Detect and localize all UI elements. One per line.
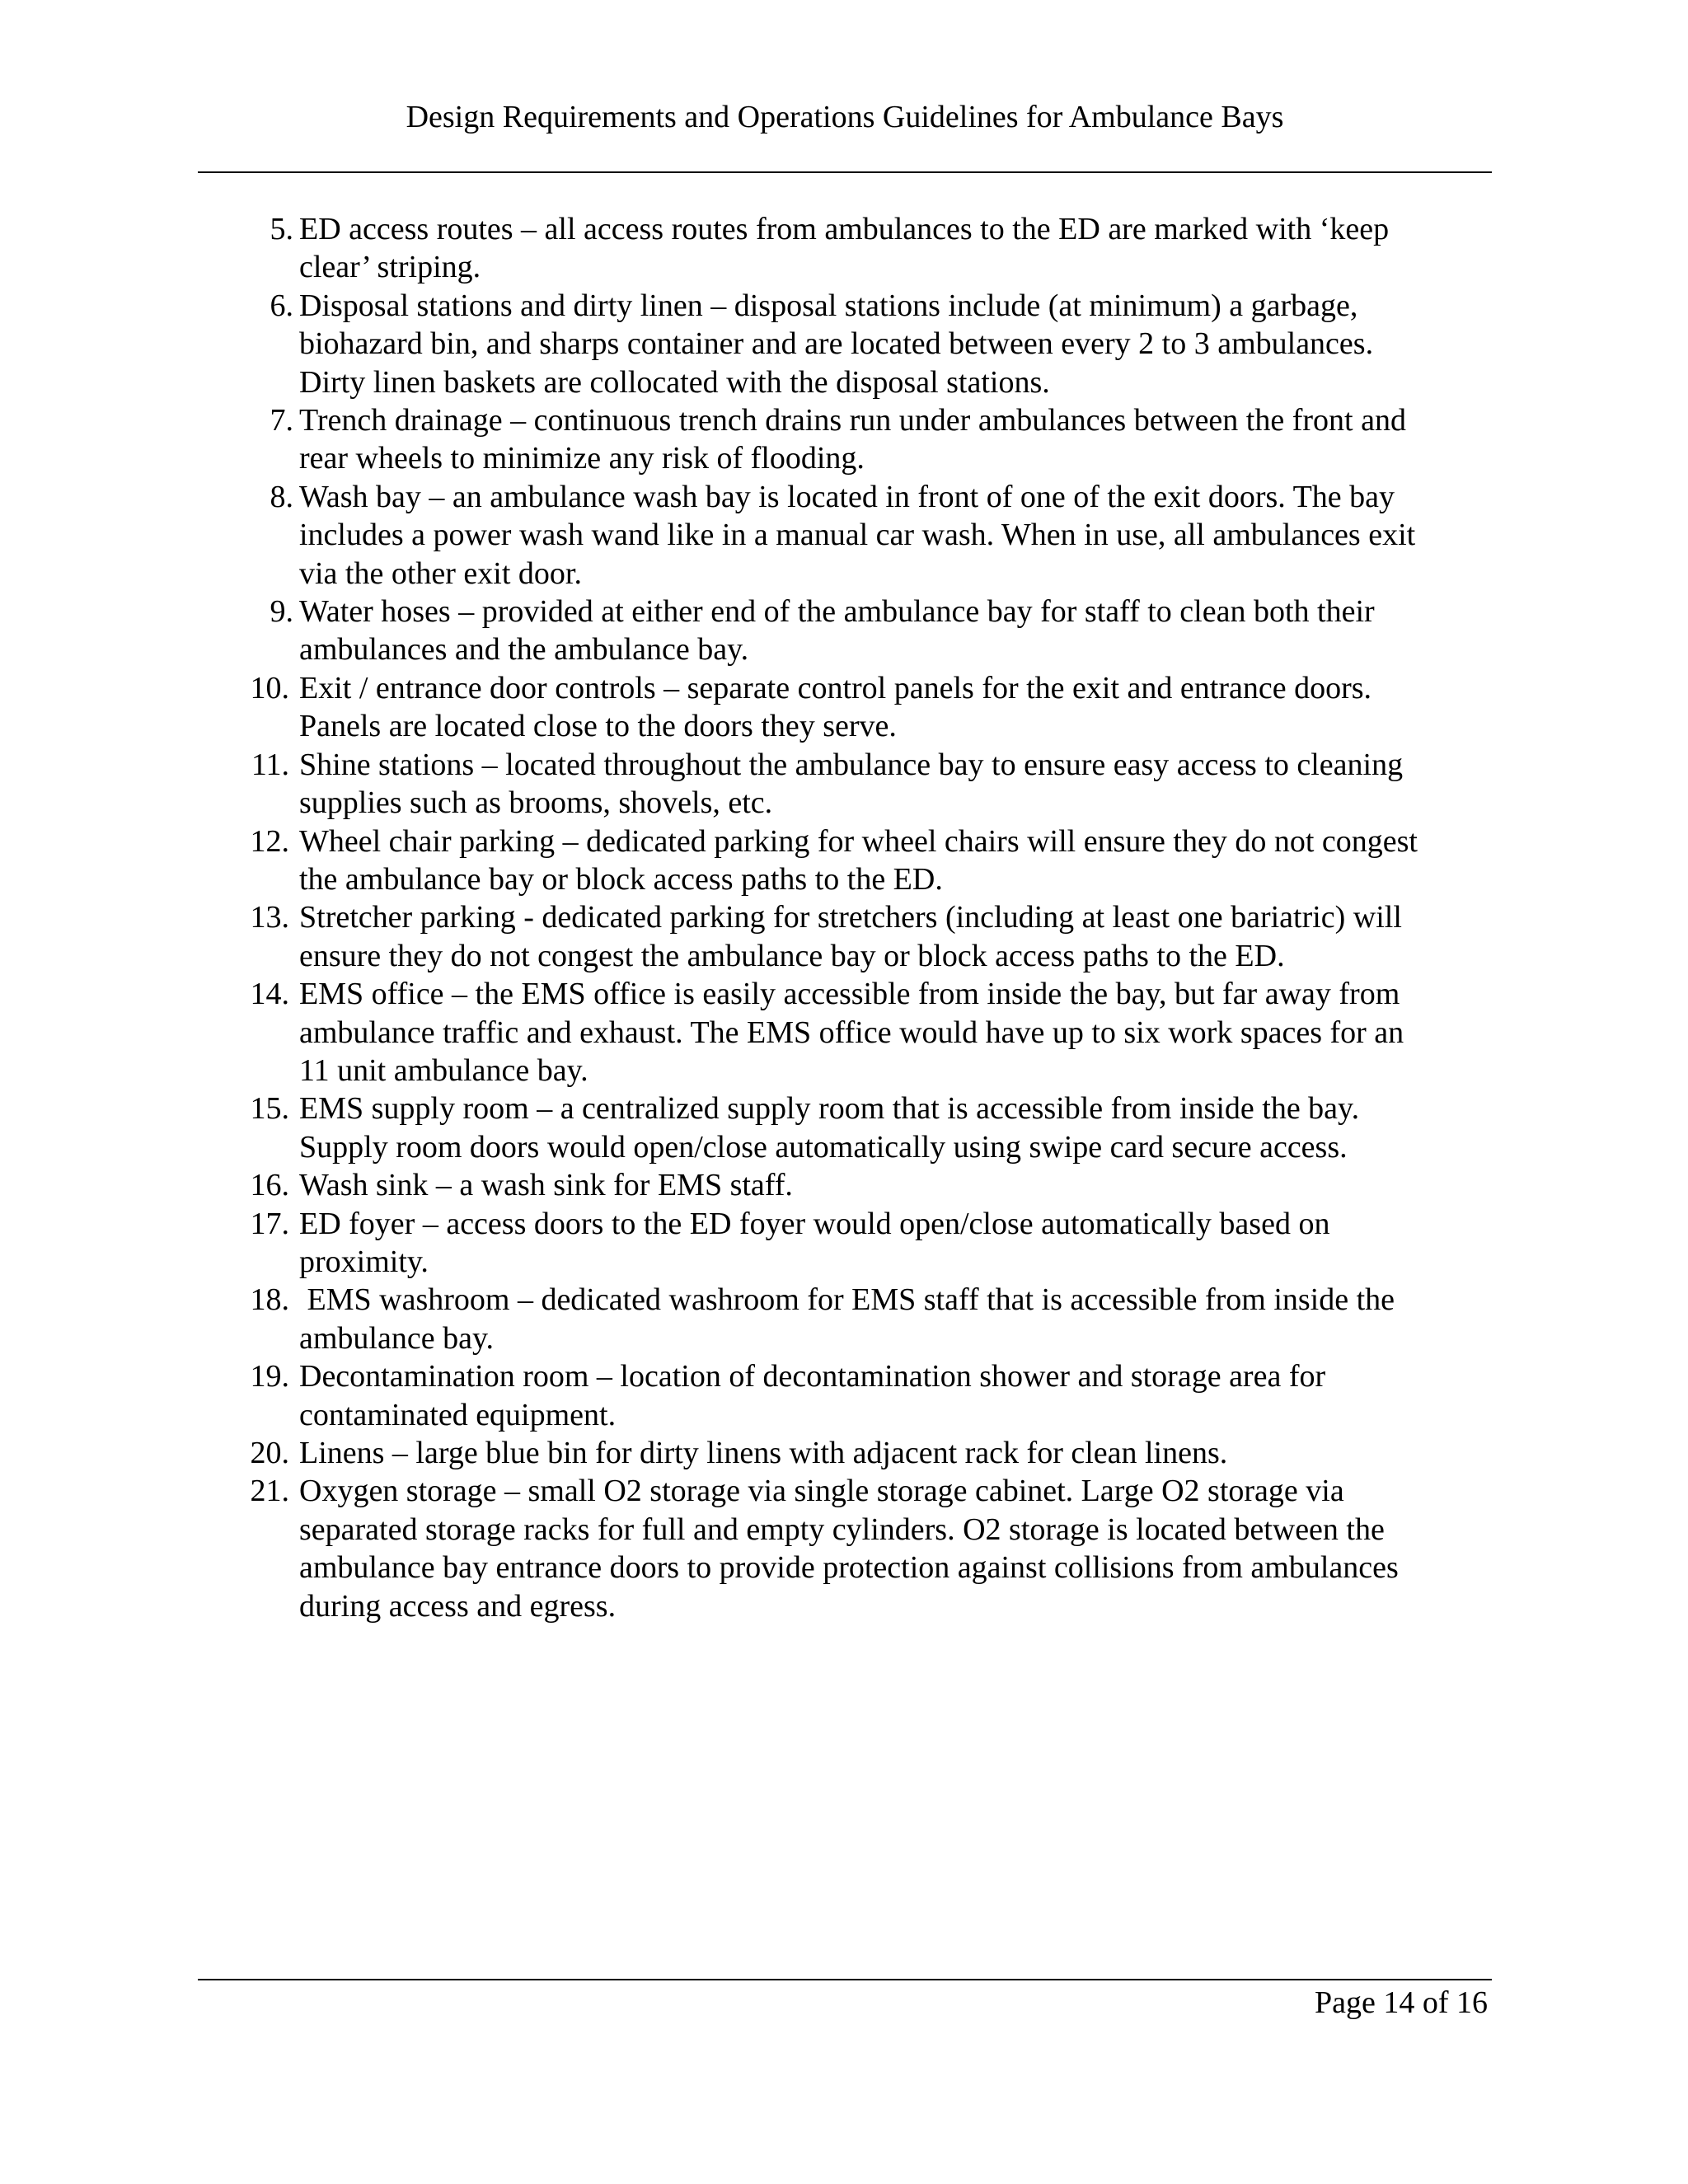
list-item [247,1205,1500,1282]
item-number: 9. [270,594,293,630]
item-number: 10. [250,670,289,705]
item-text: EMS supply room – a centralized supply room that is accessible from inside the bay. Supply room doors would open/close automatically using swipe card secure access. [299,1091,1360,1165]
item-number: 20. [250,1436,289,1470]
item-text: ED foyer – access doors to the ED foyer would open/close automatically based on proximity. [299,1206,1330,1279]
item-number: 6. [270,288,293,323]
list-item [247,1166,1500,1204]
item-text: EMS office – the EMS office is easily accessible from inside the bay, but far away from ambulance traffic and exhaust. The EMS office would have up to six work spaces for an 11 unit ambulance bay. [299,977,1404,1088]
running-header: Design Requirements and Operations Guidelines for Ambulance Bays [406,100,1284,134]
item-text: Disposal stations and dirty linen – disposal stations include (at minimum) a garbage, biohazard bin, and sharps container and are located between every 2 to 3 ambulances. Dirty linen baskets are collocated with the disposal stations. [299,288,1374,400]
list-item [247,975,1500,1090]
list-item [247,1472,1500,1625]
item-text: Wash sink – a wash sink for EMS staff. [299,1168,793,1203]
item-text: Wash bay – an ambulance wash bay is located in front of one of the exit doors. The bay includes a power wash wand like in a manual car wash. When in use, all ambulances exit via the other exit door. [299,479,1416,591]
item-number: 5. [270,212,293,246]
item-text: Shine stations – located throughout the ambulance bay to ensure easy access to cleaning supplies such as brooms, shovels, etc. [299,747,1404,821]
item-number: 7. [270,403,293,438]
item-number: 15. [250,1091,289,1127]
item-number: 16. [250,1168,289,1203]
list-item [247,478,1500,593]
requirements-list [247,210,1500,1625]
list-item [247,593,1500,669]
item-text: Trench drainage – continuous trench drains run under ambulances between the front and rear wheels to minimize any risk of flooding. [299,403,1406,476]
item-number: 12. [250,823,289,859]
item-number: 21. [250,1474,289,1509]
list-item [247,898,1500,975]
item-number: 19. [250,1359,289,1394]
item-text: Decontamination room – location of decontamination shower and storage area for contaminated equipment. [299,1359,1326,1432]
list-item [247,823,1500,899]
list-item [247,1090,1500,1166]
item-text: Oxygen storage – small O2 storage via single storage cabinet. Large O2 storage via separated storage racks for full and empty cylinders. O2 storage is located between the ambulance bay entrance doors to provide protection against collisions from ambulances during access and egress. [299,1474,1399,1624]
item-number: 8. [270,479,293,514]
list-item [247,1434,1500,1472]
item-number: 13. [250,900,289,935]
item-number: 14. [250,977,289,1012]
item-text: Linens – large blue bin for dirty linens with adjacent rack for clean linens. [299,1436,1228,1470]
list-item [247,746,1500,823]
list-item [247,669,1500,746]
item-text: Water hoses – provided at either end of the ambulance bay for staff to clean both their ambulances and the ambulance bay. [299,594,1375,668]
item-number: 17. [250,1206,289,1241]
list-item [247,287,1500,401]
item-text: Wheel chair parking – dedicated parking for wheel chairs will ensure they do not congest the ambulance bay or block access paths to the ED. [299,823,1418,897]
item-text: Stretcher parking - dedicated parking for stretchers (including at least one bariatric) will ensure they do not congest the ambulance bay or block access paths to the ED. [299,900,1402,973]
list-item [247,1281,1500,1357]
item-text: Exit / entrance door controls – separate control panels for the exit and entrance doors. Panels are located close to the doors they serve. [299,670,1372,744]
list-item [247,210,1500,287]
item-number: 11. [251,747,289,782]
page-number: Page 14 of 16 [1314,1985,1488,2020]
item-text: ED access routes – all access routes from ambulances to the ED are marked with ‘keep clear’ striping. [299,212,1390,285]
item-text: EMS washroom – dedicated washroom for EMS staff that is accessible from inside the ambulance bay. [299,1282,1395,1356]
list-item [247,1357,1500,1434]
item-number: 18. [250,1282,289,1318]
list-item [247,401,1500,478]
header-rule [198,171,1492,173]
